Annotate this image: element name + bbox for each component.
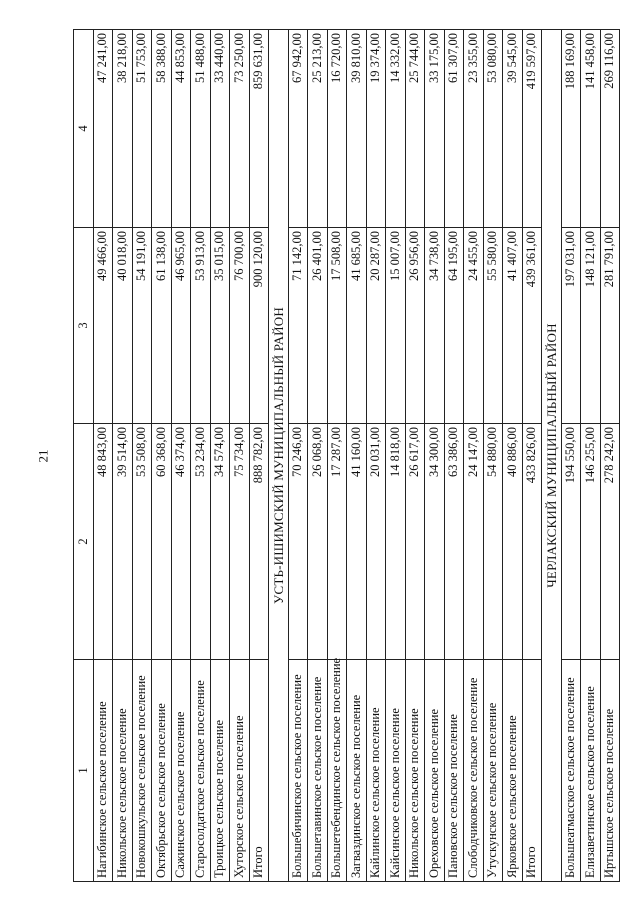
value-cell-col4: 53 080,00 [483,30,503,228]
value-cell-col4: 61 307,00 [444,30,464,228]
table-row [425,30,445,882]
value-cell-col4: 188 169,00 [561,30,581,228]
value-cell-col2: 60 368,00 [152,424,172,660]
value-cell-col4: 38 218,00 [113,30,133,228]
value-cell-col3: 148 121,00 [581,228,601,424]
value-cell-col2: 40 886,00 [503,424,523,660]
value-cell-col3: 900 120,00 [249,228,269,424]
settlement-name-cell: Итого [522,660,542,882]
table-row [308,30,328,882]
value-cell-col3: 64 195,00 [444,228,464,424]
settlement-name-cell: Хуторское сельское поселение [230,660,250,882]
value-cell-col2: 63 386,00 [444,424,464,660]
table-row [405,30,425,882]
table-row [561,30,581,882]
table-row [93,30,113,882]
value-cell-col3: 15 007,00 [386,228,406,424]
value-cell-col2: 46 374,00 [171,424,191,660]
table-row [210,30,230,882]
value-cell-col2: 20 031,00 [366,424,386,660]
value-cell-col2: 146 255,00 [581,424,601,660]
value-cell-col2: 24 147,00 [464,424,484,660]
value-cell-col2: 194 550,00 [561,424,581,660]
settlement-name-cell: Кайсинское сельское поселение [386,660,406,882]
table-row [444,30,464,882]
settlement-name-cell: Сажинское сельское поселение [171,660,191,882]
table-row [288,30,308,882]
table-row [483,30,503,882]
value-cell-col2: 26 617,00 [405,424,425,660]
value-cell-col3: 54 191,00 [132,228,152,424]
value-cell-col3: 26 956,00 [405,228,425,424]
settlement-name-cell: Иртышское сельское поселение [600,660,620,882]
settlement-name-cell: Загваздинское сельское поселение [347,660,367,882]
settlement-name-cell: Никольское сельское поселение [113,660,133,882]
settlement-name-cell: Слободчиковское сельское поселение [464,660,484,882]
settlement-name-cell: Никольское сельское поселение [405,660,425,882]
value-cell-col2: 433 826,00 [522,424,542,660]
value-cell-col3: 71 142,00 [288,228,308,424]
value-cell-col2: 41 160,00 [347,424,367,660]
ust-ishim-district-section-row [269,30,289,882]
value-cell-col3: 26 401,00 [308,228,328,424]
value-cell-col2: 26 068,00 [308,424,328,660]
header-cell-2: 2 [74,424,94,660]
value-cell-col3: 40 018,00 [113,228,133,424]
settlement-name-cell: Пановское сельское поселение [444,660,464,882]
value-cell-col3: 197 031,00 [561,228,581,424]
settlement-name-cell: Ореховское сельское поселение [425,660,445,882]
settlement-name-cell: Старосолдатское сельское поселение [191,660,211,882]
value-cell-col3: 24 455,00 [464,228,484,424]
header-row [74,30,94,882]
value-cell-col4: 14 332,00 [386,30,406,228]
table-body [74,30,620,882]
header-cell-1: 1 [74,660,94,882]
value-cell-col4: 47 241,00 [93,30,113,228]
table-row [171,30,191,882]
settlement-name-cell: Итого [249,660,269,882]
value-cell-col2: 34 574,00 [210,424,230,660]
table-row [347,30,367,882]
value-cell-col4: 44 853,00 [171,30,191,228]
budget-table [73,29,620,882]
value-cell-col3: 46 965,00 [171,228,191,424]
table-row [600,30,620,882]
settlement-name-cell: Большеатмасское сельское поселение [561,660,581,882]
value-cell-col3: 41 685,00 [347,228,367,424]
table-row [386,30,406,882]
value-cell-col4: 51 753,00 [132,30,152,228]
table-row [230,30,250,882]
cherlak-district-section-title: ЧЕРЛАКСКИЙ МУНИЦИПАЛЬНЫЙ РАЙОН [542,30,562,882]
page-number-text: 21 [35,449,50,463]
table-row [113,30,133,882]
page-number [33,436,53,476]
header-cell-3: 3 [74,228,94,424]
settlement-name-cell: Кайлинское сельское поселение [366,660,386,882]
value-cell-col4: 39 810,00 [347,30,367,228]
table-row [503,30,523,882]
table-row [522,30,542,882]
table-row [581,30,601,882]
value-cell-col2: 278 242,00 [600,424,620,660]
table-row [249,30,269,882]
settlement-name-cell: Троицкое сельское поселение [210,660,230,882]
value-cell-col3: 439 361,00 [522,228,542,424]
value-cell-col2: 54 880,00 [483,424,503,660]
value-cell-col2: 14 818,00 [386,424,406,660]
table-row [327,30,347,882]
value-cell-col3: 281 791,00 [600,228,620,424]
value-cell-col3: 34 738,00 [425,228,445,424]
value-cell-col4: 16 720,00 [327,30,347,228]
value-cell-col4: 58 388,00 [152,30,172,228]
value-cell-col4: 33 440,00 [210,30,230,228]
value-cell-col4: 23 355,00 [464,30,484,228]
value-cell-col4: 269 116,00 [600,30,620,228]
table-row [366,30,386,882]
settlement-name-cell: Нагибинское сельское поселение [93,660,113,882]
value-cell-col2: 39 514,00 [113,424,133,660]
value-cell-col3: 41 407,00 [503,228,523,424]
table-row [464,30,484,882]
value-cell-col4: 51 488,00 [191,30,211,228]
value-cell-col4: 67 942,00 [288,30,308,228]
value-cell-col3: 35 015,00 [210,228,230,424]
table-row [132,30,152,882]
value-cell-col2: 17 287,00 [327,424,347,660]
settlement-name-cell: Новокошкульское сельское поселение [132,660,152,882]
value-cell-col2: 48 843,00 [93,424,113,660]
value-cell-col4: 25 213,00 [308,30,328,228]
value-cell-col2: 53 234,00 [191,424,211,660]
header-cell-4: 4 [74,30,94,228]
value-cell-col2: 34 300,00 [425,424,445,660]
rotated-table-container [73,30,617,882]
value-cell-col4: 39 545,00 [503,30,523,228]
value-cell-col3: 20 287,00 [366,228,386,424]
table-row [152,30,172,882]
value-cell-col2: 53 508,00 [132,424,152,660]
value-cell-col2: 70 246,00 [288,424,308,660]
value-cell-col2: 888 782,00 [249,424,269,660]
settlement-name-cell: Большебичинское сельское поселение [288,660,308,882]
ust-ishim-district-section-title: УСТЬ-ИШИМСКИЙ МУНИЦИПАЛЬНЫЙ РАЙОН [269,30,289,882]
value-cell-col4: 859 631,00 [249,30,269,228]
value-cell-col3: 61 138,00 [152,228,172,424]
value-cell-col3: 49 466,00 [93,228,113,424]
value-cell-col4: 33 175,00 [425,30,445,228]
settlement-name-cell: Елизаветинское сельское поселение [581,660,601,882]
value-cell-col2: 75 734,00 [230,424,250,660]
value-cell-col3: 53 913,00 [191,228,211,424]
value-cell-col4: 25 744,00 [405,30,425,228]
cherlak-district-section-row [542,30,562,882]
value-cell-col3: 76 700,00 [230,228,250,424]
settlement-name-cell: Большетебендинское сельское поселение [327,660,347,882]
settlement-name-cell: Октябрьское сельское поселение [152,660,172,882]
settlement-name-cell: Утускунское сельское поселение [483,660,503,882]
value-cell-col4: 19 374,00 [366,30,386,228]
value-cell-col4: 141 458,00 [581,30,601,228]
settlement-name-cell: Большетавинское сельское поселение [308,660,328,882]
value-cell-col4: 419 597,00 [522,30,542,228]
value-cell-col3: 55 580,00 [483,228,503,424]
value-cell-col3: 17 508,00 [327,228,347,424]
table-row [191,30,211,882]
value-cell-col4: 73 250,00 [230,30,250,228]
settlement-name-cell: Ярковское сельское поселение [503,660,523,882]
